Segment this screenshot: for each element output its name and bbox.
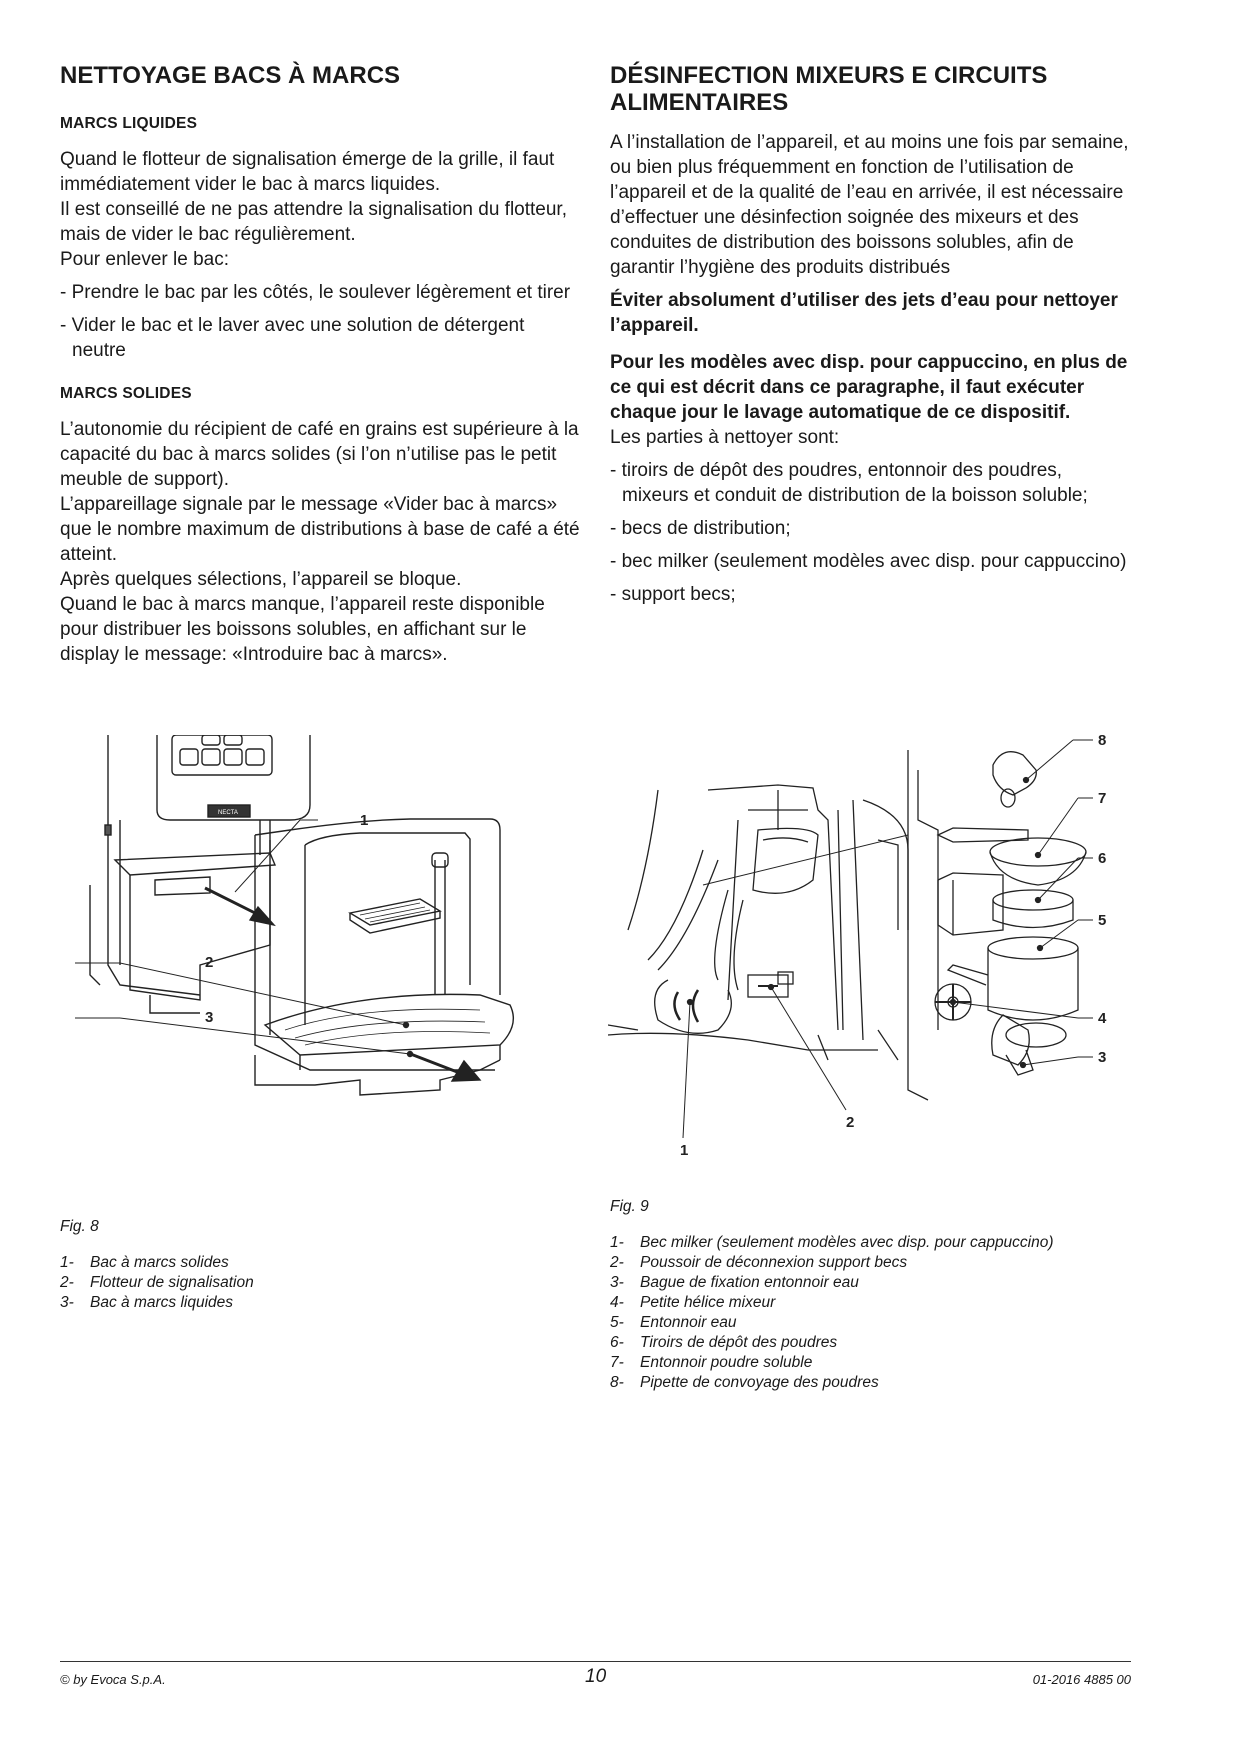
- legend-item: 8- Pipette de convoyage des poudres: [610, 1374, 879, 1391]
- section-title-desinfection: DÉSINFECTION MIXEURS E CIRCUITS ALIMENTAIRES: [610, 62, 1048, 116]
- paragraph: Quand le flotteur de signalisation émerge de la grille, il faut immédiatement vider le bac à marcs liquides.: [60, 149, 555, 195]
- paragraph: L’appareillage signale par le message «Vider bac à marcs» que le nombre maximum de distributions à base de café a été atteint.: [60, 494, 580, 565]
- paragraph: Quand le bac à marcs manque, l’appareil reste disponible pour distribuer les boissons solubles, en affichant sur le display le message: «Introduire bac à marcs».: [60, 594, 545, 665]
- footer-rule: [60, 1661, 1131, 1662]
- list-item: - becs de distribution;: [610, 518, 791, 539]
- list-item: - support becs;: [610, 584, 736, 605]
- legend-item: 6- Tiroirs de dépôt des poudres: [610, 1334, 838, 1351]
- subheading-marcs-liquides: MARCS LIQUIDES: [60, 115, 198, 132]
- figure-9-legend: [610, 1233, 1054, 1393]
- list-item: - tiroirs de dépôt des poudres, entonnoir des poudres, mixeurs et conduit de distribution de la boisson soluble;: [610, 460, 1088, 506]
- paragraph: Après quelques sélections, l’appareil se bloque.: [60, 569, 462, 590]
- right-column: [610, 62, 1130, 607]
- paragraph: A l’installation de l’appareil, et au moins une fois par semaine, ou bien plus fréquemment en fonction de l’utilisation de l’appareil et de la qualité de l’eau en arrivée, il est nécessaire d’effectuer une désinfection soignée des mixeurs et des conduites de distribution des boissons solubles, afin de garantir l’hygiène des produits distribués: [610, 132, 1129, 278]
- footer-copyright: © by Evoca S.p.A.: [60, 1672, 166, 1687]
- subheading-marcs-solides: MARCS SOLIDES: [60, 385, 192, 402]
- legend-item: 2- Poussoir de déconnexion support becs: [610, 1254, 908, 1271]
- warning-paragraph: Éviter absolument d’utiliser des jets d’eau pour nettoyer l’appareil.: [610, 290, 1118, 336]
- legend-item: 3- Bac à marcs liquides: [60, 1294, 234, 1311]
- paragraph: Il est conseillé de ne pas attendre la signalisation du flotteur, mais de vider le bac régulièrement.: [60, 199, 567, 245]
- legend-item: 3- Bague de fixation entonnoir eau: [610, 1274, 859, 1291]
- legend-item: 1- Bac à marcs solides: [60, 1254, 229, 1271]
- figure-8-caption: Fig. 8: [60, 1218, 99, 1235]
- list-item: - Prendre le bac par les côtés, le soulever légèrement et tirer: [60, 282, 571, 303]
- callout-1: 1: [360, 812, 369, 829]
- figure-8-legend: [60, 1253, 254, 1313]
- left-column: [60, 62, 580, 667]
- legend-item: 7- Entonnoir poudre soluble: [610, 1354, 813, 1371]
- legend-item: 1- Bec milker (seulement modèles avec disp. pour cappuccino): [610, 1234, 1054, 1251]
- callout-7: 7: [1098, 790, 1107, 807]
- callout-3: 3: [205, 1009, 214, 1026]
- callout-8: 8: [1098, 732, 1107, 749]
- footer-doc-code: 01-2016 4885 00: [1032, 1672, 1131, 1687]
- legend-item: 2- Flotteur de signalisation: [60, 1274, 254, 1291]
- warning-paragraph: Pour les modèles avec disp. pour cappuccino, en plus de ce qui est décrit dans ce paragraphe, il faut exécuter chaque jour le lavage automatique de ce dispositif.: [610, 352, 1128, 423]
- callout-5: 5: [1098, 912, 1107, 929]
- page-number: 10: [585, 1666, 607, 1687]
- callout-3: 3: [1098, 1049, 1107, 1066]
- callout-2: 2: [205, 954, 214, 971]
- list-item: - bec milker (seulement modèles avec disp. pour cappuccino): [610, 551, 1127, 572]
- paragraph: Les parties à nettoyer sont:: [610, 427, 840, 448]
- figure-9-illustration: [608, 730, 1138, 1190]
- legend-item: 5- Entonnoir eau: [610, 1314, 737, 1331]
- figure-8-illustration: [60, 735, 580, 1215]
- figure-9-caption: Fig. 9: [610, 1198, 649, 1215]
- paragraph: Pour enlever le bac:: [60, 249, 229, 270]
- list-item: - Vider le bac et le laver avec une solution de détergent neutre: [60, 315, 525, 361]
- legend-item: 4- Petite hélice mixeur: [610, 1294, 776, 1311]
- section-title-nettoyage: NETTOYAGE BACS À MARCS: [60, 62, 401, 89]
- paragraph: L’autonomie du récipient de café en grains est supérieure à la capacité du bac à marcs solides (si l’on n’utilise pas le petit meuble de support).: [60, 419, 579, 490]
- callout-4: 4: [1098, 1010, 1107, 1027]
- callout-2: 2: [846, 1114, 855, 1131]
- brand-logo: NECTA: [218, 810, 238, 816]
- callout-1: 1: [680, 1142, 689, 1159]
- callout-6: 6: [1098, 850, 1107, 867]
